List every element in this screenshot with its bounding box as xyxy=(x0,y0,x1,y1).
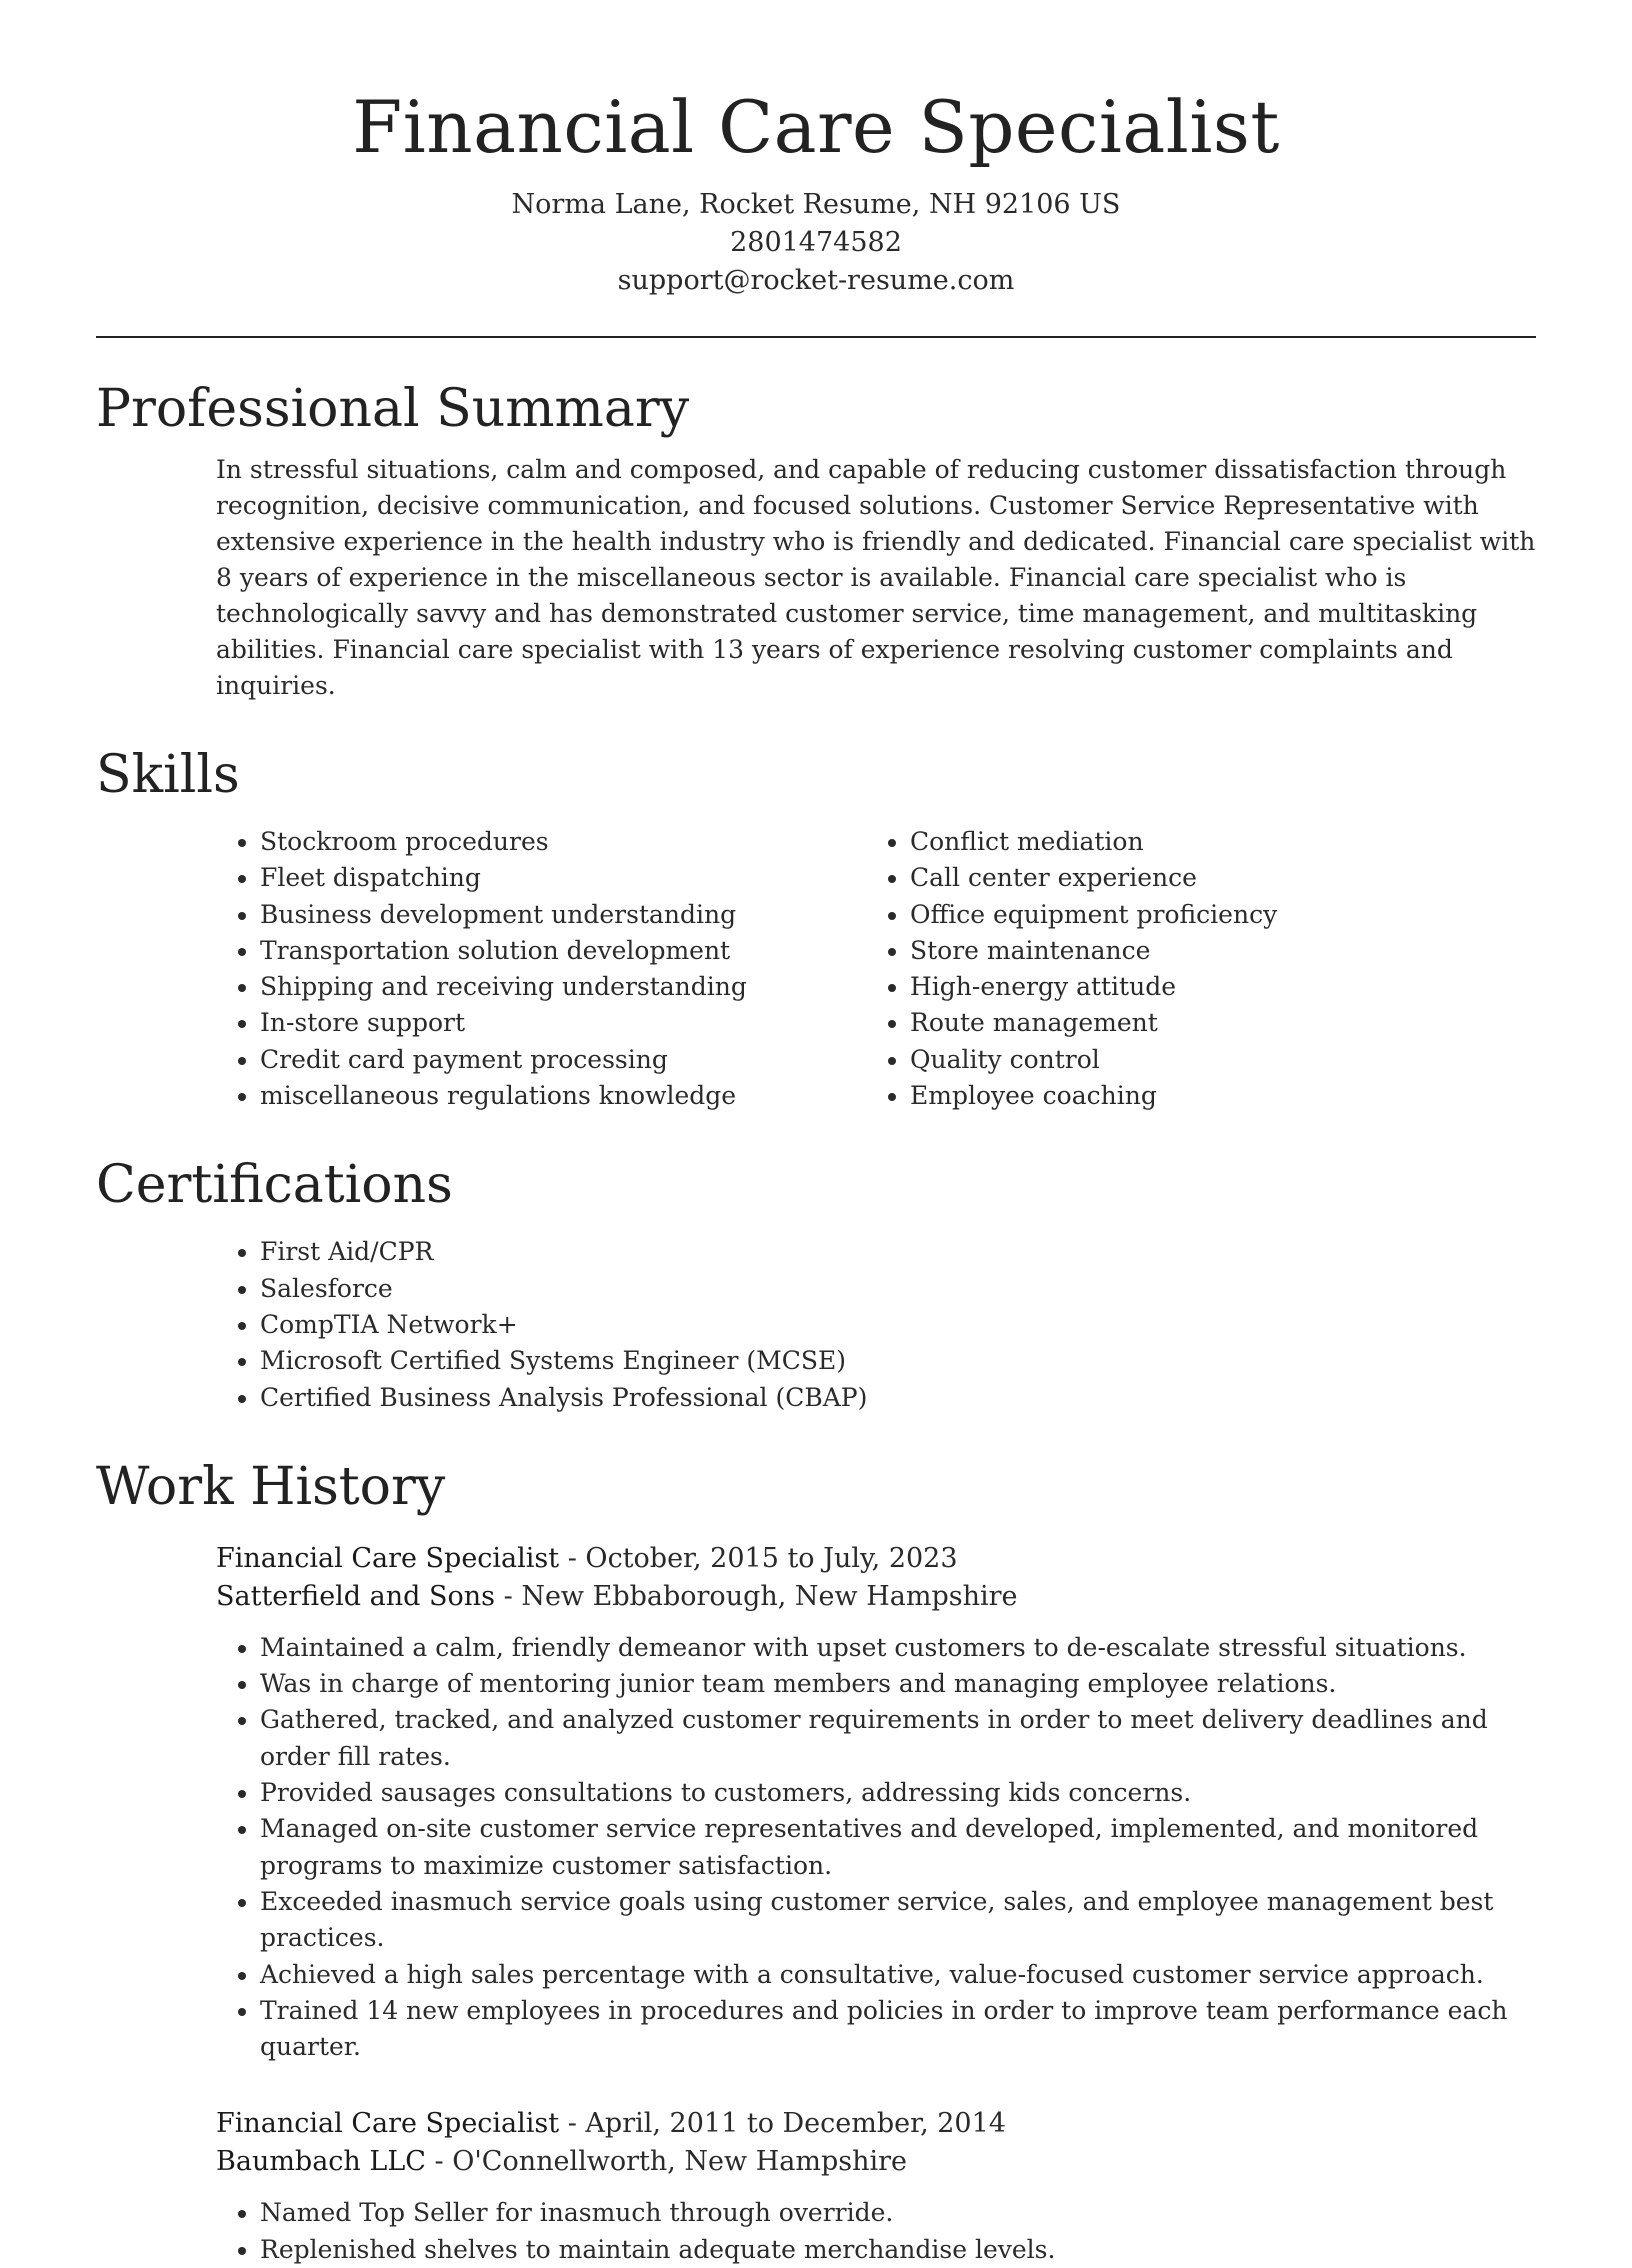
skills-heading: Skills xyxy=(96,745,240,805)
job-duties-list xyxy=(216,2195,1536,2268)
job-entry xyxy=(216,2105,1536,2268)
contact-phone: 2801474582 xyxy=(730,227,902,258)
job-duty-item: • Replenished shelves to maintain adequate merchandise levels. xyxy=(260,2232,1536,2268)
skill-item: • Store maintenance xyxy=(910,933,1516,969)
job-company: Satterfield and Sons xyxy=(216,1580,496,1612)
resume-title: Financial Care Specialist xyxy=(352,85,1280,169)
certification-item: • CompTIA Network+ xyxy=(260,1307,1536,1343)
job-title: Financial Care Specialist xyxy=(216,2108,560,2140)
certifications-list xyxy=(216,1234,1536,1415)
job-location: - O'Connellworth, New Hampshire xyxy=(425,2146,907,2178)
summary-section xyxy=(96,378,1536,704)
job-duties-list xyxy=(216,1630,1536,2066)
skills-columns xyxy=(216,824,1536,1114)
summary-text: In stressful situations, calm and composed, and capable of reducing customer dissatisfaction through recognition, decisive communication, and focused solutions. Customer Service Representative with extensive experience in the health industry who is friendly and dedicated. Financial care specialist with 8 years of experience in the miscellaneous sector is available. Financial care specialist who is technologically savvy and has demonstrated customer service, time management, and multitasking abilities. Financial care specialist with 13 years of experience resolving customer complaints and inquiries. xyxy=(216,455,1536,700)
job-dates: - October, 2015 to July, 2023 xyxy=(559,1542,958,1574)
certification-item: • Certified Business Analysis Professional (CBAP) xyxy=(260,1380,1536,1416)
certification-item: • Microsoft Certified Systems Engineer (MCSE) xyxy=(260,1343,1536,1379)
job-title-line xyxy=(216,2105,1536,2143)
job-duty-item: • Was in charge of mentoring junior team members and managing employee relations. xyxy=(260,1666,1536,1702)
skills-list-right xyxy=(866,824,1516,1114)
job-company-line xyxy=(216,1578,1536,1616)
skill-item: • High-energy attitude xyxy=(910,969,1516,1005)
header-divider xyxy=(96,336,1536,338)
certifications-section xyxy=(96,1154,1536,1415)
skill-item: • Employee coaching xyxy=(910,1078,1516,1114)
skill-item: • Credit card payment processing xyxy=(260,1042,866,1078)
job-duty-item: • Maintained a calm, friendly demeanor with upset customers to de-escalate stressful situations. xyxy=(260,1630,1536,1666)
skills-section xyxy=(96,744,1536,1114)
job-dates: - April, 2011 to December, 2014 xyxy=(559,2108,1006,2140)
skill-item: • Conflict mediation xyxy=(910,824,1516,860)
work-history-section xyxy=(96,1456,1536,2268)
job-duty-item: • Exceeded inasmuch service goals using customer service, sales, and employee management best practices. xyxy=(260,1884,1536,1957)
resume-header xyxy=(96,0,1536,300)
skill-item: • miscellaneous regulations knowledge xyxy=(260,1078,866,1114)
skill-item: • Stockroom procedures xyxy=(260,824,866,860)
certification-item: • Salesforce xyxy=(260,1271,1536,1307)
contact-address: Norma Lane, Rocket Resume, NH 92106 US xyxy=(511,189,1121,220)
summary-heading: Professional Summary xyxy=(96,379,690,439)
job-duty-item: • Achieved a high sales percentage with a consultative, value-focused customer service approach. xyxy=(260,1957,1536,1993)
contact-email: support@rocket-resume.com xyxy=(617,265,1015,296)
skill-item: • Route management xyxy=(910,1005,1516,1041)
work-history-heading: Work History xyxy=(96,1456,446,1517)
skill-item: • In-store support xyxy=(260,1005,866,1041)
job-duty-item: • Named Top Seller for inasmuch through override. xyxy=(260,2195,1536,2231)
skill-item: • Transportation solution development xyxy=(260,933,866,969)
skills-list-left xyxy=(216,824,866,1114)
job-title: Financial Care Specialist xyxy=(216,1542,560,1574)
skill-item: • Business development understanding xyxy=(260,897,866,933)
job-title-line xyxy=(216,1540,1536,1578)
certifications-heading: Certifications xyxy=(96,1155,453,1216)
job-duty-item: • Managed on-site customer service representatives and developed, implemented, and monitored programs to maximize customer satisfaction. xyxy=(260,1811,1536,1884)
job-duty-item: • Gathered, tracked, and analyzed customer requirements in order to meet delivery deadlines and order fill rates. xyxy=(260,1702,1536,1775)
job-company-line xyxy=(216,2143,1536,2181)
job-duty-item: • Provided sausages consultations to customers, addressing kids concerns. xyxy=(260,1775,1536,1811)
skill-item: • Office equipment proficiency xyxy=(910,897,1516,933)
skill-item: • Quality control xyxy=(910,1042,1516,1078)
job-entry xyxy=(216,1540,1536,2066)
job-location: - New Ebbaborough, New Hampshire xyxy=(495,1580,1018,1612)
job-duty-item: • Trained 14 new employees in procedures and policies in order to improve team performance each quarter. xyxy=(260,1993,1536,2066)
certification-item: • First Aid/CPR xyxy=(260,1234,1536,1270)
job-company: Baumbach LLC xyxy=(216,2146,426,2178)
skill-item: • Shipping and receiving understanding xyxy=(260,969,866,1005)
skill-item: • Fleet dispatching xyxy=(260,860,866,896)
skill-item: • Call center experience xyxy=(910,860,1516,896)
contact-block xyxy=(96,186,1536,300)
